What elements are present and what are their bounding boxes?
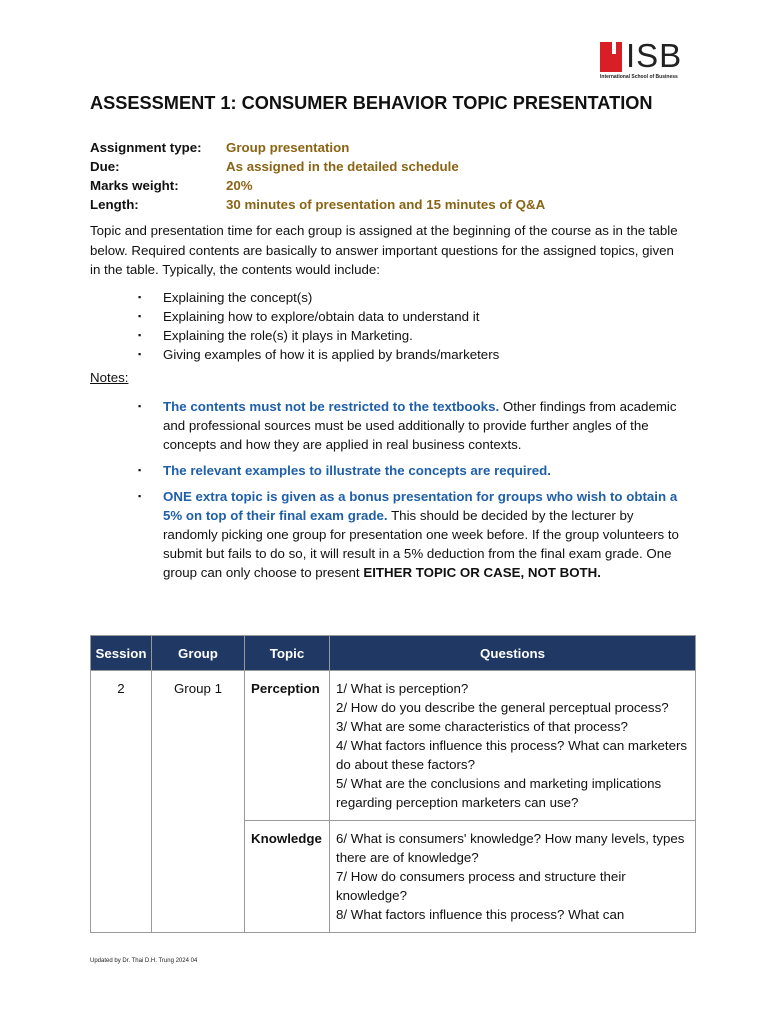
note-emphasis: ONE extra topic is given as a bonus presentation for groups who wish to obtain a 5% on top of their final exam grade. [163,489,678,523]
question-line: 6/ What is consumers' knowledge? How many levels, types there are of knowledge? [336,831,685,865]
meta-value: 30 minutes of presentation and 15 minutes of Q&A [226,197,546,212]
note-item [138,487,683,582]
note-emphasis: The relevant examples to illustrate the concepts are required. [163,463,551,478]
session-cell: 2 [91,671,152,933]
meta-key: Marks weight: [90,178,179,193]
group-cell: Group 1 [152,671,245,933]
topic-cell: Knowledge [245,821,330,933]
notes-list [138,397,683,589]
logo-notch [612,42,616,54]
meta-value: Group presentation [226,140,350,155]
logo-text: ISB [626,37,683,74]
question-line: 8/ What factors influence this process? What can [336,907,625,922]
question-line: 3/ What are some characteristics of that process? [336,719,628,734]
schedule-table [90,635,696,933]
meta-key: Length: [90,197,139,212]
note-text: Other findings from academic and professional sources must be used additionally to provide further angles of the concepts and how they are applied in real business contexts. [163,399,677,452]
meta-row [90,195,545,214]
page-title: ASSESSMENT 1: CONSUMER BEHAVIOR TOPIC PRESENTATION [90,93,653,113]
note-item [138,461,683,480]
notes-label: Notes: [90,370,129,385]
content-bullet-list [138,288,499,364]
note-item [138,397,683,454]
table-row [91,671,696,821]
isb-logo [600,37,690,82]
header-questions: Questions [330,636,696,671]
meta-key: Due: [90,159,120,174]
topic-cell: Perception [245,671,330,821]
assignment-meta [90,138,545,214]
header-session: Session [91,636,152,671]
question-line: 2/ How do you describe the general perceptual process? [336,700,669,715]
logo-mark [600,42,622,72]
question-line: 5/ What are the conclusions and marketing implications regarding perception marketers can use? [336,776,662,810]
list-item: ▪ Giving examples of how it is applied by brands/marketers [138,345,499,364]
meta-key: Assignment type: [90,140,202,155]
meta-value: As assigned in the detailed schedule [226,159,459,174]
header-group: Group [152,636,245,671]
questions-cell [330,821,696,933]
list-item: ▪ Explaining the role(s) it plays in Marketing. [138,326,499,345]
question-line: 4/ What factors influence this process? What can marketers do about these factors? [336,738,688,772]
meta-row [90,176,545,195]
question-line: 1/ What is perception? [336,681,469,696]
table-header-row [91,636,696,671]
note-bold-end: EITHER TOPIC OR CASE, NOT BOTH. [363,565,601,580]
list-item: ▪ Explaining the concept(s) [138,288,499,307]
header-topic: Topic [245,636,330,671]
questions-cell [330,671,696,821]
intro-paragraph: Topic and presentation time for each group is assigned at the beginning of the course as in the table below. Required contents are basically to answer important questions for the assigned topics, given in the table. Typically, the contents would include: [90,223,678,277]
meta-row [90,157,545,176]
note-text: This should be decided by the lecturer by randomly picking one group for presentation one week before. If the group volunteers to submit but fails to do so, it will result in a 5% deduction from the final exam grade. One group can only choose to present [163,508,679,580]
logo-subtitle: International School of Business [600,74,678,80]
question-line: 7/ How do consumers process and structure their knowledge? [336,869,626,903]
meta-value: 20% [226,178,253,193]
list-item: ▪ Explaining how to explore/obtain data to understand it [138,307,499,326]
note-emphasis: The contents must not be restricted to the textbooks. [163,399,500,414]
footer-note: Updated by Dr. Thai D.H. Trung 2024 04 [90,958,198,964]
meta-row [90,138,545,157]
